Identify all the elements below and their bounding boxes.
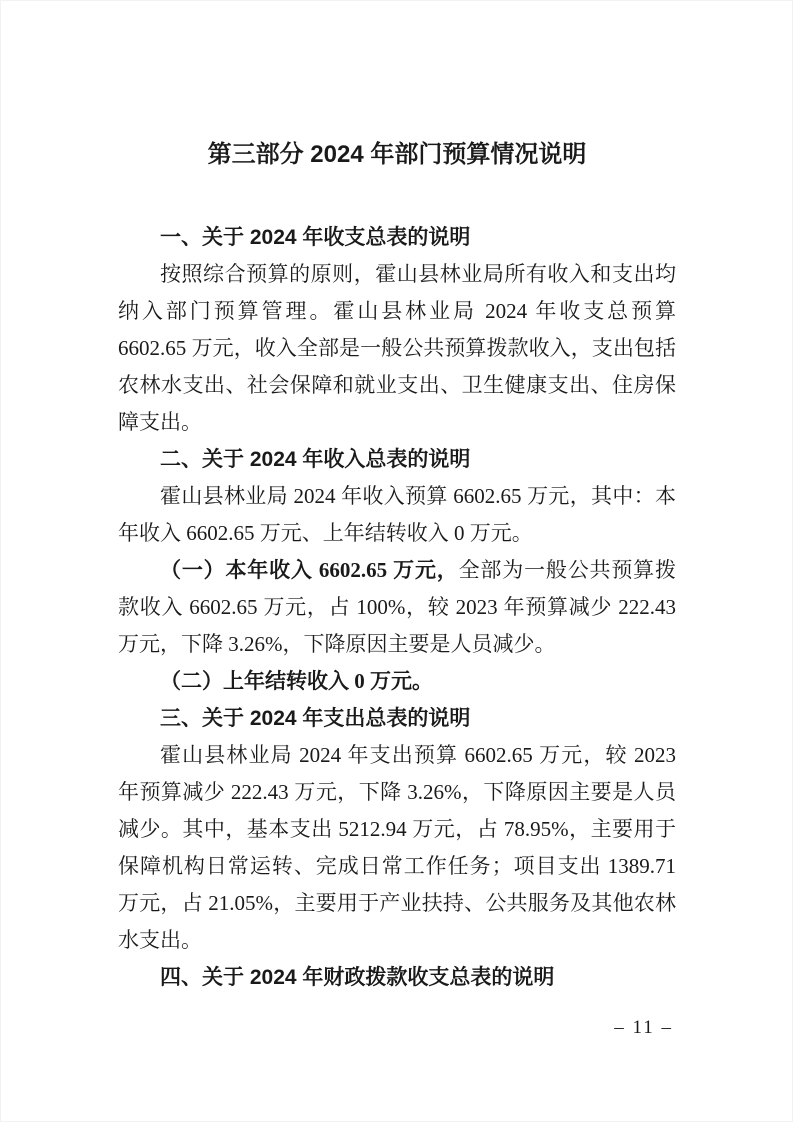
document-body	[118, 219, 676, 996]
paragraph-run: 全部为一般公共预算拨款收入 6602.65 万元，占 100%，较 2023 年预算减少 222.43 万元，下降 3.26%，下降原因主要是人员减少。	[118, 558, 677, 656]
paragraph-expense-detail: 霍山县林业局 2024 年支出预算 6602.65 万元，较 2023 年预算减少 222.43 万元，下降 3.26%，下降原因主要是人员减少。其中，基本支出 5212.94 万元，占 78.95%，主要用于保障机构日常运转、完成日常工作任务；项目支出 1389.71 万元，占 21.05%，主要用于产业扶持、公共服务及其他农林水支出。	[118, 743, 676, 952]
page-number: – 11 –	[614, 1017, 673, 1038]
section-heading-income-expense-summary: 一、关于 2024 年收支总表的说明	[160, 226, 471, 249]
paragraph-budget-overview: 按照综合预算的原则，霍山县林业局所有收入和支出均纳入部门预算管理。霍山县林业局 2024 年收支总预算 6602.65 万元，收入全部是一般公共预算拨款收入，支出包括农林水支出、社会保障和就业支出、卫生健康支出、住房保障支出。	[118, 262, 676, 434]
paragraph-income-total: 霍山县林业局 2024 年收入预算 6602.65 万元，其中：本年收入 6602.65 万元、上年结转收入 0 万元。	[118, 484, 676, 545]
paragraph-run-bold: （一）本年收入 6602.65 万元，	[160, 558, 459, 582]
document-title: 第三部分 2024 年部门预算情况说明	[207, 141, 587, 168]
section-heading-fiscal-appropriation-summary: 四、关于 2024 年财政拨款收支总表的说明	[160, 966, 555, 989]
section-heading-income-summary: 二、关于 2024 年收入总表的说明	[160, 448, 471, 471]
section-heading-expense-summary: 三、关于 2024 年支出总表的说明	[160, 707, 471, 730]
paragraph-current-year-income	[118, 552, 676, 663]
paragraph-carryover-income: （二）上年结转收入 0 万元。	[160, 669, 433, 693]
